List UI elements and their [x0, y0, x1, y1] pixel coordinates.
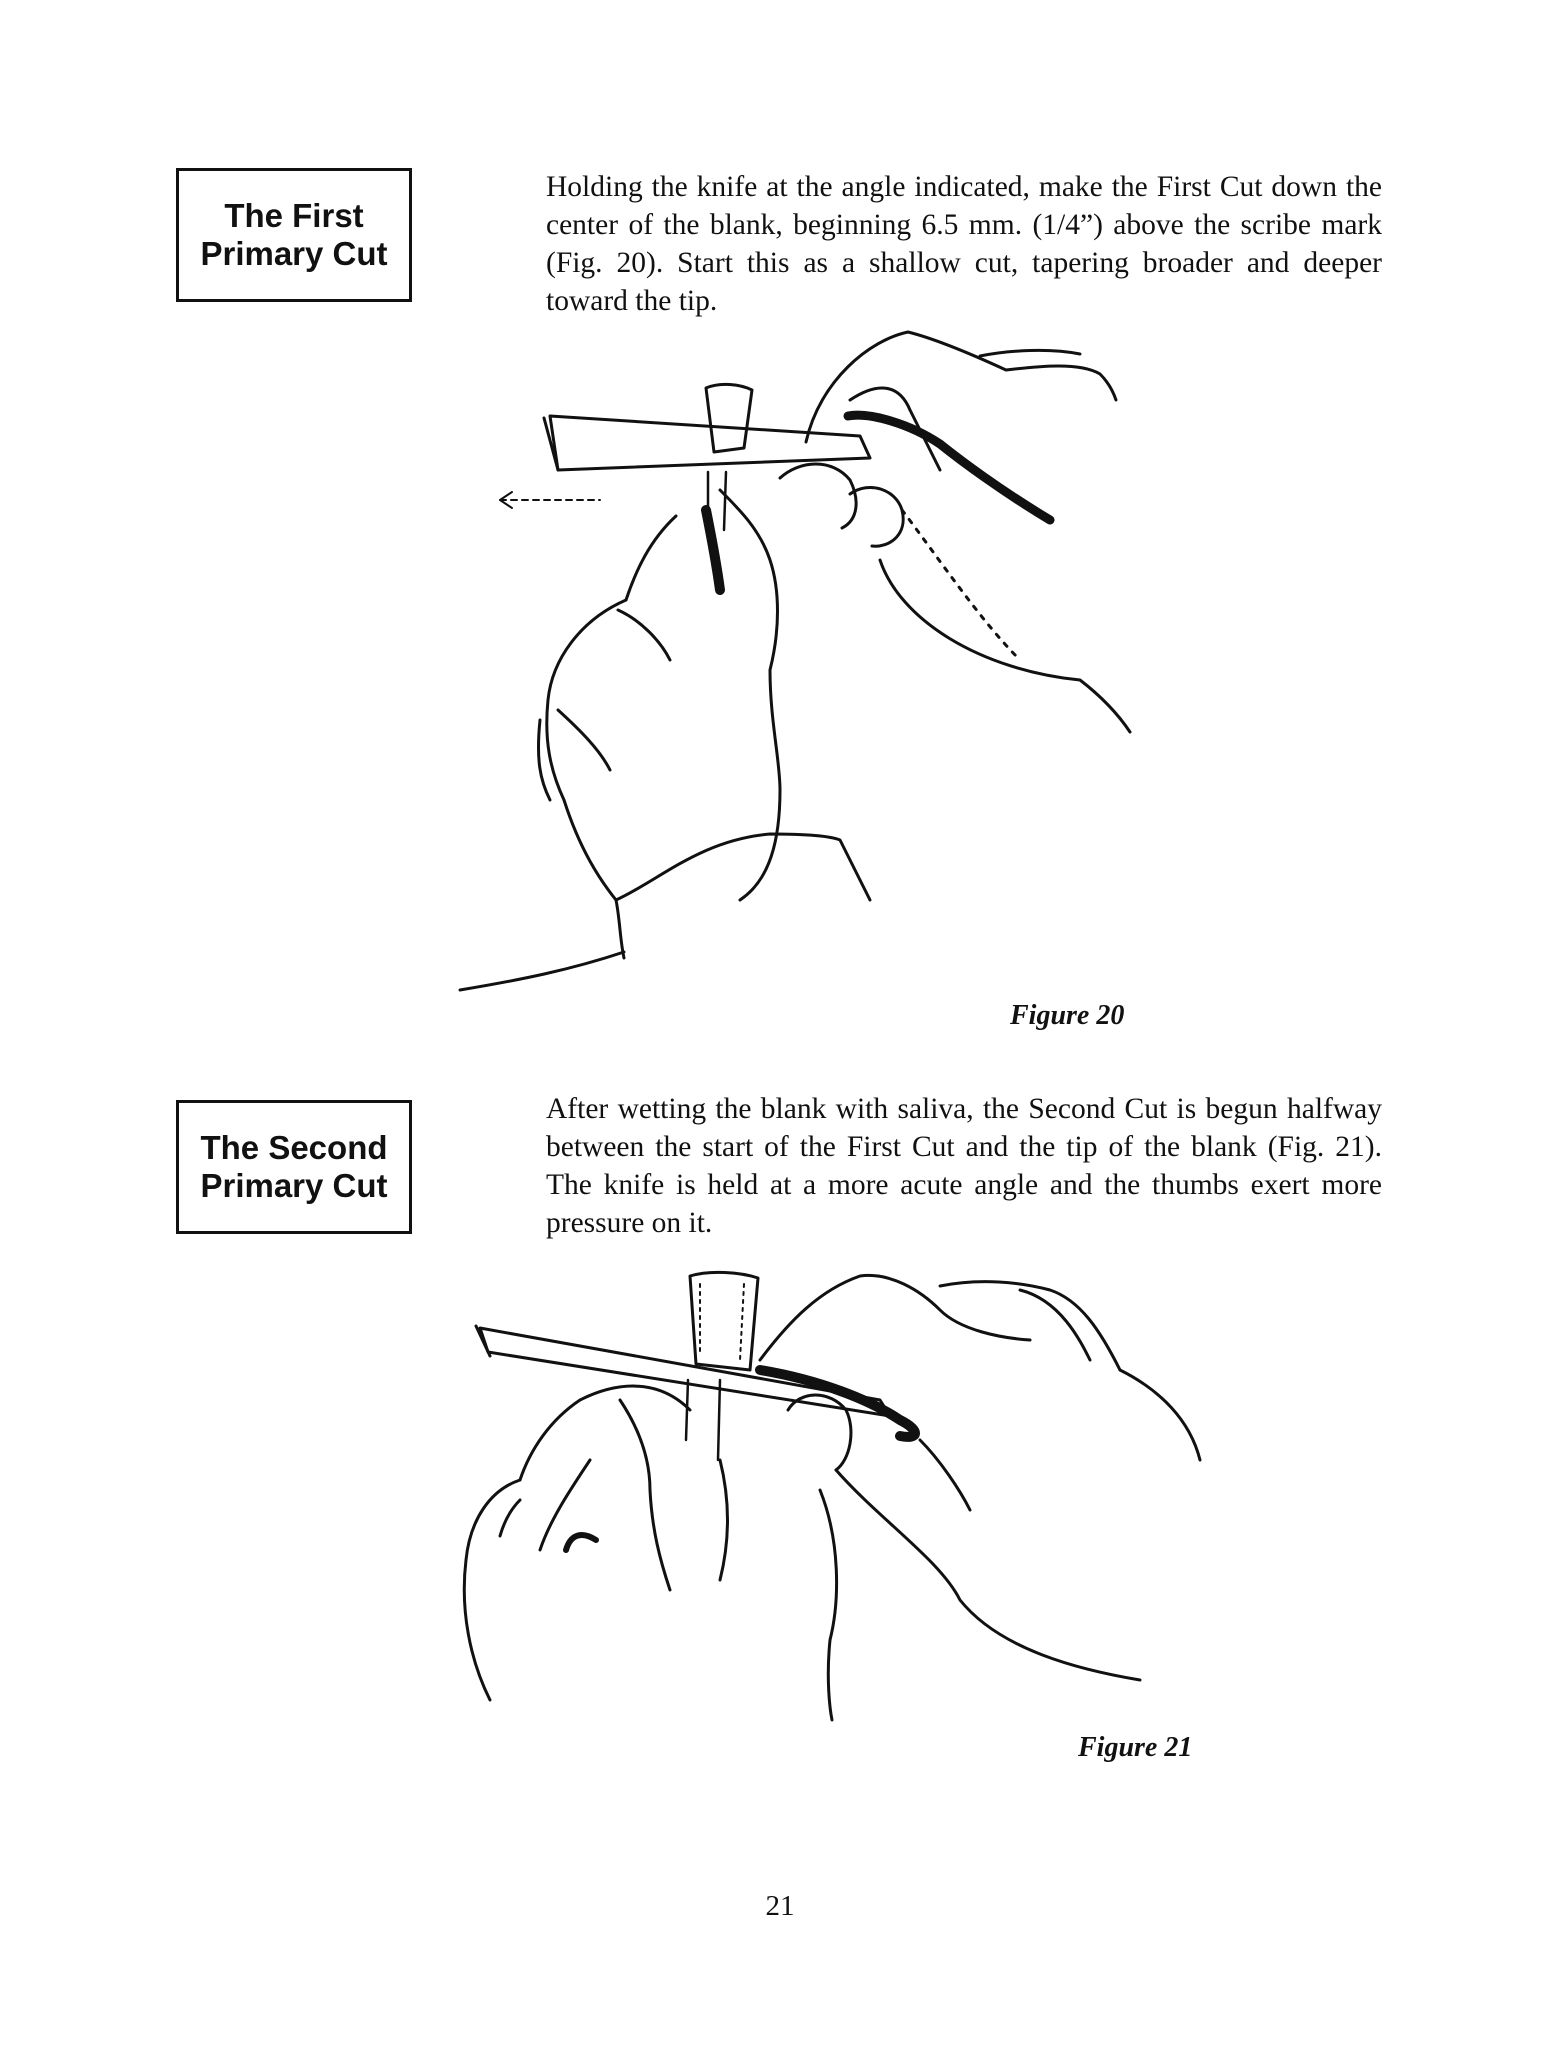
figure-20-caption: Figure 20	[1010, 1000, 1125, 1031]
heading-line: Primary Cut	[200, 235, 388, 272]
figure-20-illustration	[440, 320, 1140, 1010]
figure-21-illustration	[400, 1260, 1220, 1730]
heading-line: The Second	[200, 1129, 388, 1166]
page-number: 21	[765, 1890, 795, 1922]
second-cut-paragraph: After wetting the blank with saliva, the Second Cut is begun halfway between the start of the First Cut and the tip of the blank (Fig. 21). The knife is held at a more acute angle and the thumbs exert more pressure on it.	[546, 1093, 1382, 1239]
section-heading-first-primary-cut	[176, 168, 412, 302]
section-heading-second-primary-cut	[176, 1100, 412, 1234]
heading-line: Primary Cut	[200, 1167, 388, 1204]
figure-21-caption: Figure 21	[1078, 1732, 1193, 1763]
first-cut-paragraph: Holding the knife at the angle indicated, make the First Cut down the center of the blank, beginning 6.5 mm. (1/4”) above the scribe mark (Fig. 20). Start this as a shallow cut, tapering broader and deeper toward the tip.	[546, 171, 1382, 317]
heading-line: The First	[224, 197, 364, 234]
